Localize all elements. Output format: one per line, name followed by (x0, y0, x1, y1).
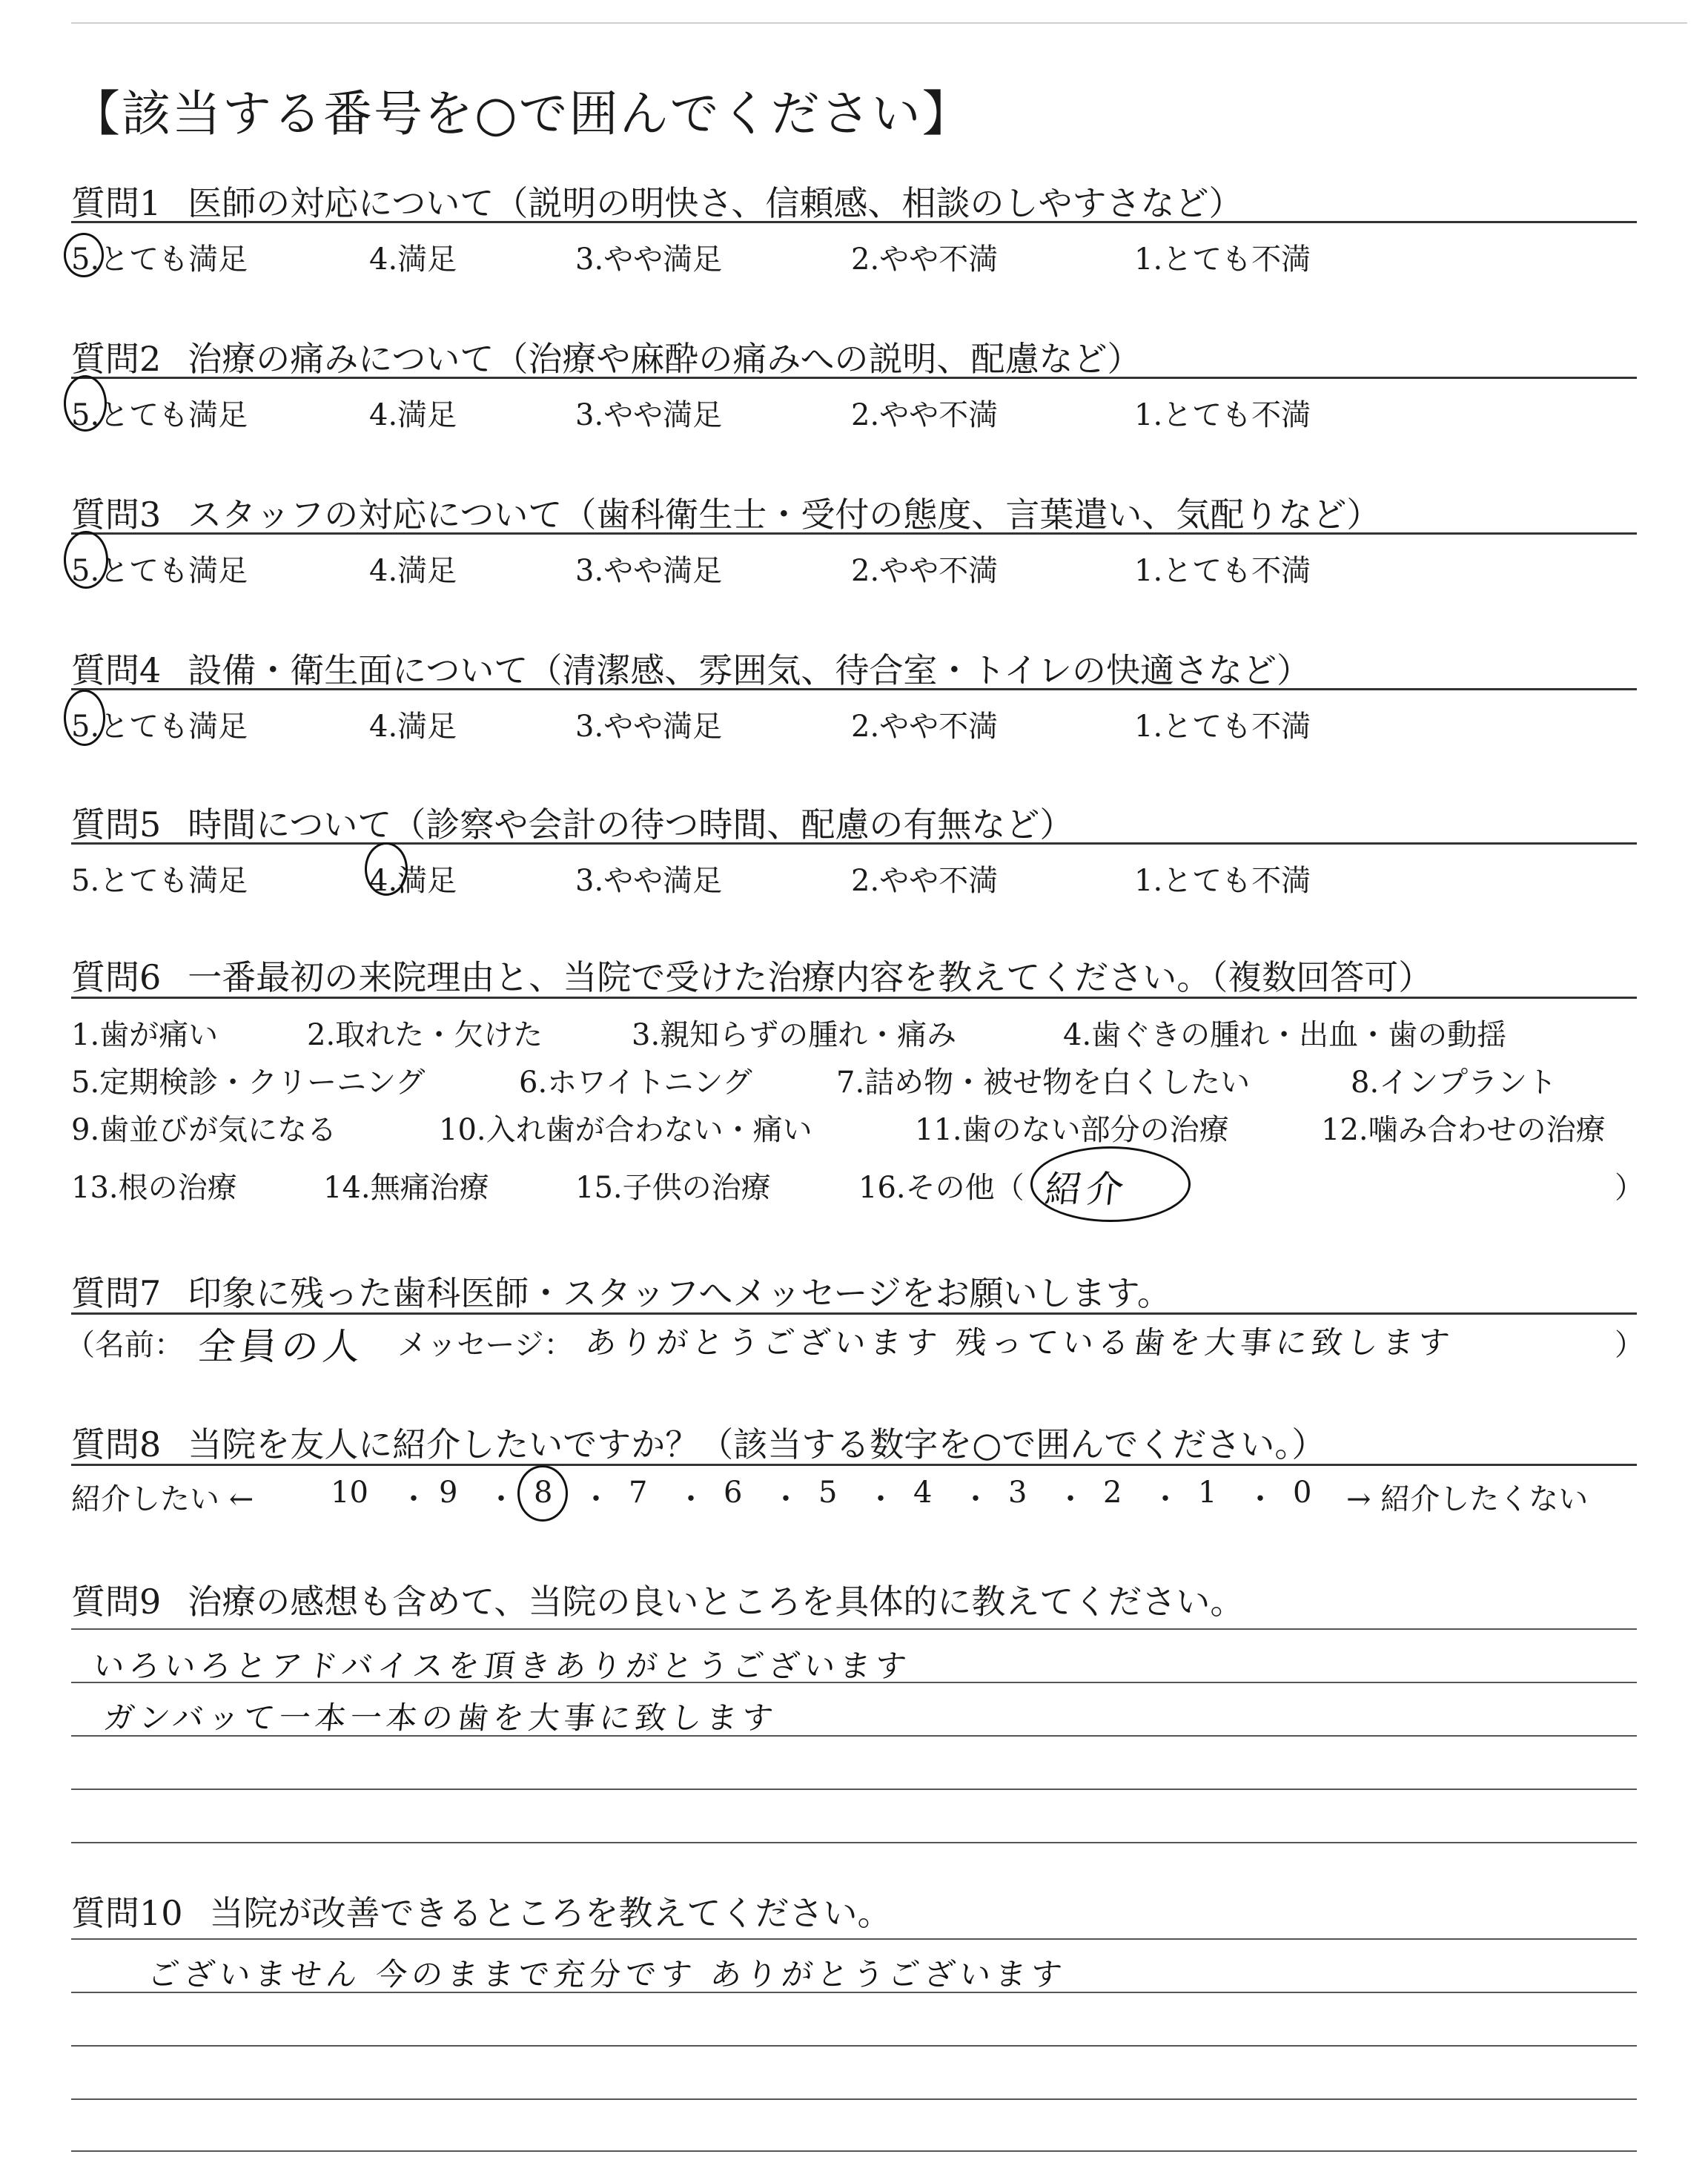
q8-dot-6: ・ (866, 1482, 896, 1516)
q1-heading (71, 176, 1637, 225)
q5-option-5[interactable]: 5.とても満足 (71, 864, 248, 898)
q1-number: 質問1 (71, 183, 162, 223)
q4-option-5[interactable]: 5.とても満足 (71, 710, 248, 744)
q8-dot-3: ・ (581, 1482, 611, 1516)
q7-name-handwriting: 全員の人 (196, 1325, 367, 1368)
q2-option-5[interactable]: 5.とても満足 (71, 398, 248, 432)
q3-option-2[interactable]: 2.やや不満 (851, 554, 999, 588)
q3-option-1[interactable]: 1.とても不満 (1134, 554, 1311, 588)
q9-answer-line-2: ガンバッて一本一本の歯を大事に致します (102, 1700, 780, 1736)
q1-text: 医師の対応について（説明の明快さ、信頼感、相談のしやすさなど） (188, 183, 1243, 223)
page-title: 【該当する番号を○で囲んでください】 (71, 85, 973, 142)
q2-option-3[interactable]: 3.やや満足 (575, 398, 723, 432)
q8-text: 当院を友人に紹介したいですか？（該当する数字を○で囲んでください。） (188, 1424, 1326, 1464)
q6-item-10[interactable]: 10.入れ歯が合わない・痛い (439, 1113, 812, 1147)
q2-option-1[interactable]: 1.とても不満 (1134, 398, 1311, 432)
q4-heading (71, 644, 1637, 693)
q1-option-5[interactable]: 5.とても満足 (71, 242, 248, 277)
q3-option-5[interactable]: 5.とても満足 (71, 554, 248, 588)
q8-scale-0[interactable]: 0 (1293, 1476, 1312, 1510)
q5-option-3[interactable]: 3.やや満足 (575, 864, 723, 898)
q3-text: スタッフの対応について（歯科衛生士・受付の態度、言葉遣い、気配りなど） (188, 495, 1381, 535)
q6-other-circle (1030, 1146, 1191, 1222)
q8-dot-2: ・ (486, 1482, 516, 1516)
q9-heading (71, 1575, 1637, 1624)
q8-selection-circle (517, 1465, 568, 1522)
q6-item-12[interactable]: 12.噛み合わせの治療 (1321, 1113, 1606, 1147)
q2-number: 質問2 (71, 339, 162, 379)
q9-number: 質問9 (71, 1582, 162, 1622)
q8-scale-1[interactable]: 1 (1198, 1476, 1217, 1510)
q8-right-label: → 紹介したくない (1346, 1482, 1589, 1516)
q6-item-14[interactable]: 14.無痛治療 (323, 1171, 489, 1205)
q8-dot-9: ・ (1151, 1482, 1180, 1516)
q7-name-label: （名前： (65, 1328, 184, 1362)
q6-item-3[interactable]: 3.親知らずの腫れ・痛み (632, 1018, 957, 1052)
q8-dot-1: ・ (399, 1482, 428, 1516)
q10-write-line-1 (71, 1938, 1637, 1940)
q6-item-4[interactable]: 4.歯ぐきの腫れ・出血・歯の動揺 (1063, 1018, 1507, 1052)
q10-write-line-5 (71, 2150, 1637, 2152)
q5-option-2[interactable]: 2.やや不満 (851, 864, 999, 898)
q6-other-handwriting: 紹介 (1042, 1168, 1131, 1211)
q4-selection-circle (64, 690, 105, 746)
q8-scale-5[interactable]: 5 (818, 1476, 838, 1510)
q2-selection-circle (64, 375, 107, 432)
q7-text: 印象に残った歯科医師・スタッフへメッセージをお願いします。 (188, 1273, 1171, 1313)
q1-selection-circle (64, 233, 104, 277)
q4-option-1[interactable]: 1.とても不満 (1134, 710, 1311, 744)
q8-dot-4: ・ (676, 1482, 706, 1516)
q10-heading (71, 1886, 1637, 1935)
q5-heading (71, 798, 1637, 847)
q8-rule (71, 1464, 1637, 1466)
q1-option-4[interactable]: 4.満足 (369, 242, 457, 277)
q10-write-line-4 (71, 2098, 1637, 2100)
q9-write-line-1 (71, 1628, 1637, 1630)
q6-item-13[interactable]: 13.根の治療 (71, 1171, 237, 1205)
q5-number: 質問5 (71, 805, 162, 845)
q8-scale-7[interactable]: 7 (629, 1476, 648, 1510)
q6-close-paren: ） (1615, 1171, 1644, 1205)
q3-selection-circle (64, 531, 108, 589)
q5-option-1[interactable]: 1.とても不満 (1134, 864, 1311, 898)
q4-option-3[interactable]: 3.やや満足 (575, 710, 723, 744)
q7-message-label: メッセージ： (397, 1328, 574, 1362)
q8-dot-5: ・ (771, 1482, 801, 1516)
q9-write-line-5 (71, 1842, 1637, 1843)
q7-number: 質問7 (71, 1273, 162, 1313)
q8-scale-10[interactable]: 10 (331, 1476, 368, 1510)
q6-rule (71, 997, 1637, 999)
q2-text: 治療の痛みについて（治療や麻酔の痛みへの説明、配慮など） (188, 339, 1142, 379)
q1-option-3[interactable]: 3.やや満足 (575, 242, 723, 277)
q3-number: 質問3 (71, 495, 162, 535)
q1-option-1[interactable]: 1.とても不満 (1134, 242, 1311, 277)
top-rule (71, 22, 1687, 24)
q3-rule (71, 532, 1637, 535)
q9-answer-line-1: いろいろとアドバイスを頂きありがとうございます (91, 1648, 913, 1684)
q5-option-4[interactable]: 4.満足 (369, 864, 457, 898)
q6-item-7[interactable]: 7.詰め物・被せ物を白くしたい (836, 1066, 1251, 1100)
q6-item-9[interactable]: 9.歯並びが気になる (71, 1113, 337, 1147)
q10-text: 当院が改善できるところを教えてください。 (209, 1893, 892, 1933)
q8-number: 質問8 (71, 1424, 162, 1464)
q4-option-2[interactable]: 2.やや不満 (851, 710, 999, 744)
q8-left-label: 紹介したい ← (71, 1482, 254, 1516)
q3-option-3[interactable]: 3.やや満足 (575, 554, 723, 588)
q7-heading (71, 1266, 1637, 1315)
q2-option-2[interactable]: 2.やや不満 (851, 398, 999, 432)
q7-rule (71, 1312, 1637, 1315)
q10-number: 質問10 (71, 1893, 183, 1933)
q4-text: 設備・衛生面について（清潔感、雰囲気、待合室・トイレの快適さなど） (188, 650, 1311, 690)
q2-heading (71, 332, 1637, 381)
q2-option-4[interactable]: 4.満足 (369, 398, 457, 432)
q6-item-15[interactable]: 15.子供の治療 (575, 1171, 771, 1205)
q8-heading (71, 1418, 1637, 1467)
q7-close-paren: ） (1615, 1328, 1644, 1362)
q8-dot-10: ・ (1245, 1482, 1275, 1516)
q1-rule (71, 221, 1637, 223)
q5-rule (71, 842, 1637, 845)
q8-scale-6[interactable]: 6 (724, 1476, 743, 1510)
q7-message-handwriting: ありがとうございます 残っている歯を大事に致します (583, 1324, 1456, 1361)
q8-scale-3[interactable]: 3 (1008, 1476, 1027, 1510)
q3-heading (71, 488, 1637, 537)
q8-scale-2[interactable]: 2 (1103, 1476, 1122, 1510)
q8-scale-9[interactable]: 9 (439, 1476, 458, 1510)
q4-number: 質問4 (71, 650, 162, 690)
q5-text: 時間について（診察や会計の待つ時間、配慮の有無など） (188, 805, 1074, 845)
q6-item-16[interactable]: 16.その他（ (858, 1171, 1025, 1205)
q8-scale-4[interactable]: 4 (913, 1476, 933, 1510)
q6-item-8[interactable]: 8.インプラント (1351, 1066, 1558, 1100)
q5-selection-circle (365, 842, 408, 896)
q8-scale-8[interactable]: 8 (534, 1476, 553, 1510)
q10-answer-line-1: ございません 今のままで充分です ありがとうございます (146, 1956, 1069, 1992)
q6-text: 一番最初の来院理由と、当院で受けた治療内容を教えてください。（複数回答可） (188, 957, 1433, 997)
q10-write-line-3 (71, 2045, 1637, 2047)
q8-dot-8: ・ (1056, 1482, 1085, 1516)
q6-item-6[interactable]: 6.ホワイトニング (519, 1066, 752, 1100)
q9-write-line-4 (71, 1789, 1637, 1790)
q6-item-2[interactable]: 2.取れた・欠けた (307, 1018, 543, 1052)
q2-rule (71, 377, 1637, 379)
q4-rule (71, 688, 1637, 690)
q4-option-4[interactable]: 4.満足 (369, 710, 457, 744)
q8-dot-7: ・ (961, 1482, 990, 1516)
q6-item-5[interactable]: 5.定期検診・クリーニング (71, 1066, 426, 1100)
q6-item-1[interactable]: 1.歯が痛い (71, 1018, 219, 1052)
q9-text: 治療の感想も含めて、当院の良いところを具体的に教えてください。 (188, 1582, 1245, 1622)
q3-option-4[interactable]: 4.満足 (369, 554, 457, 588)
q6-heading (71, 951, 1637, 1000)
q6-item-11[interactable]: 11.歯のない部分の治療 (915, 1113, 1229, 1147)
q6-number: 質問6 (71, 957, 162, 997)
q1-option-2[interactable]: 2.やや不満 (851, 242, 999, 277)
